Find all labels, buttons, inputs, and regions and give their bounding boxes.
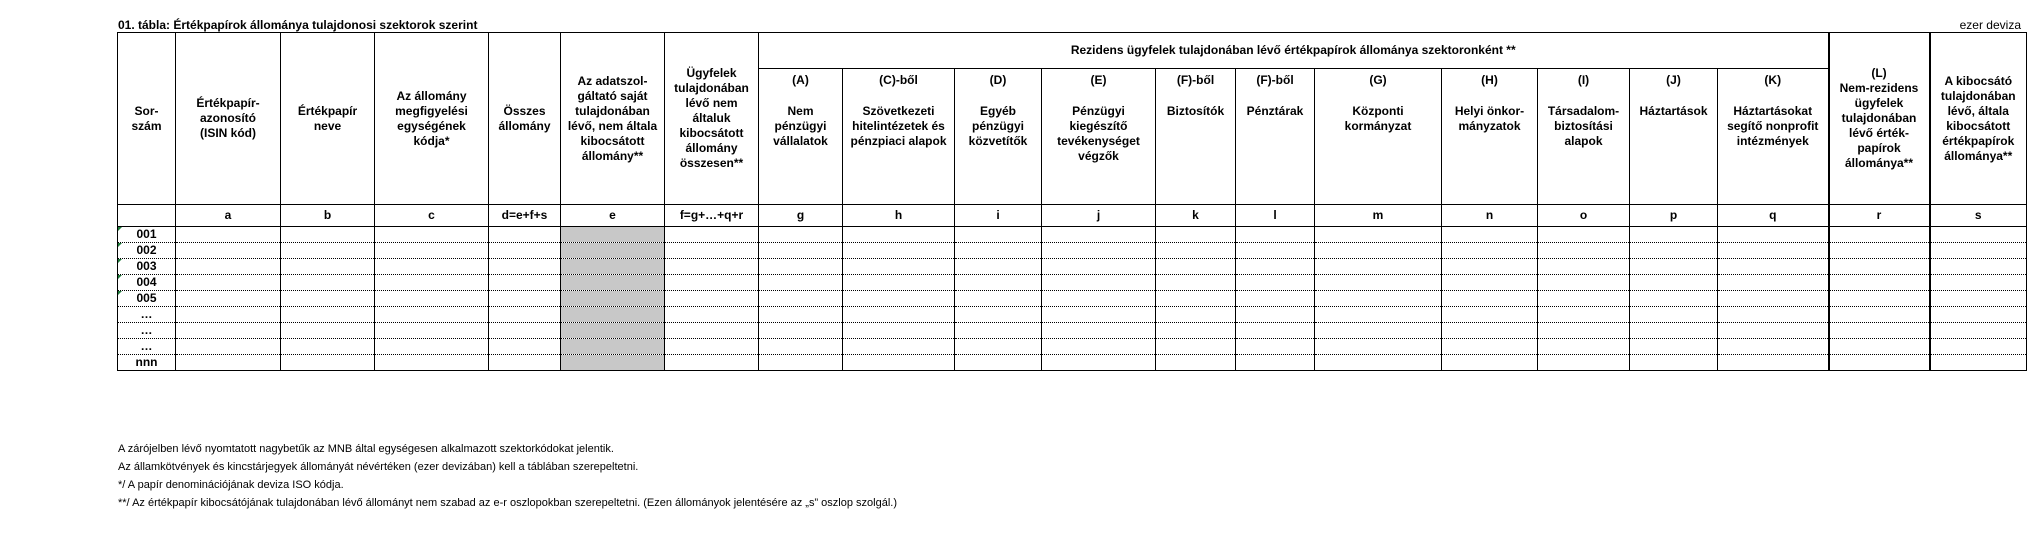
- header-sector-2: [955, 69, 1042, 205]
- table-cell[interactable]: [759, 243, 843, 259]
- table-cell[interactable]: [1042, 323, 1156, 339]
- table-cell[interactable]: [1829, 291, 1930, 307]
- table-cell[interactable]: [1042, 339, 1156, 355]
- table-cell[interactable]: [1442, 355, 1538, 371]
- table-cell[interactable]: [1442, 307, 1538, 323]
- table-cell[interactable]: [1718, 323, 1829, 339]
- table-cell[interactable]: [281, 323, 375, 339]
- column-letter: p: [1630, 205, 1718, 227]
- table-cell[interactable]: [1442, 291, 1538, 307]
- table-cell[interactable]: [1630, 243, 1718, 259]
- table-cell[interactable]: [759, 307, 843, 323]
- table-cell[interactable]: [375, 339, 489, 355]
- table-cell[interactable]: [1236, 243, 1315, 259]
- table-cell[interactable]: [1236, 259, 1315, 275]
- comment-flag-icon: [118, 227, 124, 233]
- table-row: [118, 243, 2027, 259]
- table-cell[interactable]: [176, 291, 281, 307]
- table-cell[interactable]: [281, 355, 375, 371]
- table-cell[interactable]: [1236, 227, 1315, 243]
- header-isin: Értékpapír- azonosító (ISIN kód): [176, 33, 281, 205]
- table-cell[interactable]: [281, 307, 375, 323]
- table-cell[interactable]: [1829, 339, 1930, 355]
- table-cell[interactable]: [1315, 243, 1442, 259]
- table-cell[interactable]: [665, 227, 759, 243]
- table-cell[interactable]: [955, 339, 1042, 355]
- column-letter: b: [281, 205, 375, 227]
- header-sector-8: [1538, 69, 1630, 205]
- header-sector-10: [1718, 69, 1829, 205]
- column-letter: f=g+…+q+r: [665, 205, 759, 227]
- table-cell[interactable]: [1930, 339, 2027, 355]
- table-cell[interactable]: [1538, 275, 1630, 291]
- table-cell[interactable]: [375, 275, 489, 291]
- table-cell[interactable]: [176, 307, 281, 323]
- column-letter: a: [176, 205, 281, 227]
- header-name: Értékpapír neve: [281, 33, 375, 205]
- table-cell[interactable]: [665, 355, 759, 371]
- table-cell[interactable]: [489, 291, 561, 307]
- table-cell[interactable]: [1538, 339, 1630, 355]
- table-cell[interactable]: [281, 259, 375, 275]
- table-cell[interactable]: [843, 323, 955, 339]
- sector-code: (F)-ből: [1176, 73, 1215, 87]
- letter-cell-empty: [118, 205, 176, 227]
- sector-code: (E): [1090, 73, 1107, 87]
- table-cell[interactable]: [1718, 307, 1829, 323]
- column-letter: o: [1538, 205, 1630, 227]
- sector-code: (G): [1369, 73, 1387, 87]
- table-cell[interactable]: [665, 275, 759, 291]
- header-sector-0: [759, 69, 843, 205]
- table-cell[interactable]: [489, 323, 561, 339]
- table-row: [118, 307, 2027, 323]
- table-cell[interactable]: [665, 323, 759, 339]
- table-cell[interactable]: [1829, 323, 1930, 339]
- table-cell[interactable]: [1829, 243, 1930, 259]
- column-letter: c: [375, 205, 489, 227]
- sector-label: Társadalom- biztosítási alapok: [1547, 104, 1620, 148]
- table-cell[interactable]: [489, 243, 561, 259]
- table-cell[interactable]: [1538, 291, 1630, 307]
- footnote-line: */ A papír denominációjának deviza ISO kódja.: [118, 479, 344, 491]
- sector-label: Háztartásokat segítő nonprofit intézmények: [1727, 104, 1819, 148]
- table-cell[interactable]: [843, 243, 955, 259]
- table-cell[interactable]: [375, 227, 489, 243]
- table-cell[interactable]: [759, 291, 843, 307]
- table-cell[interactable]: [1930, 243, 2027, 259]
- table-cell[interactable]: [281, 339, 375, 355]
- table-cell[interactable]: [1315, 339, 1442, 355]
- table-cell[interactable]: [955, 243, 1042, 259]
- sector-label: Egyéb pénzügyi közvetítők: [968, 104, 1028, 148]
- table-cell[interactable]: [843, 307, 955, 323]
- table-cell[interactable]: [1718, 275, 1829, 291]
- table-cell[interactable]: [375, 291, 489, 307]
- header-obs-code: Az állomány megfigyelési egységének kódja*: [375, 33, 489, 205]
- table-cell[interactable]: [1042, 227, 1156, 243]
- table-cell[interactable]: [1630, 323, 1718, 339]
- column-letter: j: [1042, 205, 1156, 227]
- table-cell[interactable]: [1930, 323, 2027, 339]
- table-cell[interactable]: [1829, 275, 1930, 291]
- unit-label: ezer deviza: [1959, 18, 2021, 32]
- footnote-line: A zárójelben lévő nyomtatott nagybetűk az MNB által egységesen alkalmazott szektorkódokat jelentik.: [118, 443, 614, 455]
- table-cell[interactable]: [1156, 323, 1236, 339]
- table-cell[interactable]: [176, 227, 281, 243]
- table-cell[interactable]: [561, 339, 665, 355]
- table-row: [118, 291, 2027, 307]
- sector-code: (C)-ből: [879, 73, 918, 87]
- header-issuer: A kibocsátó tulajdonában lévő, általa kibocsátott értékpapírok állománya**: [1930, 33, 2027, 205]
- table-cell[interactable]: [1042, 243, 1156, 259]
- table-cell[interactable]: [1829, 355, 1930, 371]
- header-sector-5: [1236, 69, 1315, 205]
- table-cell[interactable]: [1829, 259, 1930, 275]
- column-letter: s: [1930, 205, 2027, 227]
- comment-flag-icon: [118, 291, 124, 297]
- table-cell[interactable]: [665, 243, 759, 259]
- row-number: 005: [118, 291, 176, 307]
- table-cell[interactable]: [1315, 259, 1442, 275]
- table-cell[interactable]: [665, 307, 759, 323]
- column-letter: e: [561, 205, 665, 227]
- table-cell[interactable]: [759, 227, 843, 243]
- table-cell[interactable]: [843, 291, 955, 307]
- table-cell[interactable]: [1236, 355, 1315, 371]
- header-sector-6: [1315, 69, 1442, 205]
- sector-code: (H): [1481, 73, 1498, 87]
- table-cell[interactable]: [561, 291, 665, 307]
- header-own: Az adatszol- gáltató saját tulajdonában lévő, nem általa kibocsátott állomány**: [561, 33, 665, 205]
- sector-label: Helyi önkor- mányzatok: [1454, 104, 1525, 133]
- table-cell[interactable]: [1630, 355, 1718, 371]
- table-cell[interactable]: [561, 243, 665, 259]
- table-cell[interactable]: [1538, 355, 1630, 371]
- table-cell[interactable]: [759, 323, 843, 339]
- column-letter: i: [955, 205, 1042, 227]
- table-cell[interactable]: [176, 243, 281, 259]
- table-cell[interactable]: [489, 259, 561, 275]
- sector-code: (D): [989, 73, 1007, 87]
- table-title: 01. tábla: Értékpapírok állománya tulajdonosi szektorok szerint: [118, 18, 478, 32]
- table-cell[interactable]: [176, 259, 281, 275]
- sector-code: (K): [1764, 73, 1782, 87]
- row-number: …: [118, 323, 176, 339]
- table-cell[interactable]: [665, 291, 759, 307]
- table-cell[interactable]: [281, 227, 375, 243]
- table-cell[interactable]: [1930, 275, 2027, 291]
- column-letter: m: [1315, 205, 1442, 227]
- table-cell[interactable]: [759, 355, 843, 371]
- sector-label: Pénzügyi kiegészítő tevékenységet végzők: [1057, 104, 1140, 163]
- table-cell[interactable]: [665, 259, 759, 275]
- table-cell[interactable]: [843, 227, 955, 243]
- table-cell[interactable]: [759, 259, 843, 275]
- table-cell[interactable]: [1630, 339, 1718, 355]
- table-cell[interactable]: [1442, 275, 1538, 291]
- row-number: 003: [118, 259, 176, 275]
- table-cell[interactable]: [759, 275, 843, 291]
- table-row: [118, 355, 2027, 371]
- table-cell[interactable]: [1930, 355, 2027, 371]
- header-sorszam: Sor- szám: [118, 33, 176, 205]
- table-cell[interactable]: [281, 275, 375, 291]
- sector-code: (F)-ből: [1256, 73, 1294, 87]
- header-sector-4: [1156, 69, 1236, 205]
- table-cell[interactable]: [1718, 243, 1829, 259]
- table-cell[interactable]: [281, 291, 375, 307]
- table-cell[interactable]: [955, 307, 1042, 323]
- table-cell[interactable]: [1630, 291, 1718, 307]
- table-cell[interactable]: [176, 275, 281, 291]
- table-cell[interactable]: [561, 323, 665, 339]
- column-letter: g: [759, 205, 843, 227]
- table-cell[interactable]: [1156, 355, 1236, 371]
- column-letter: l: [1236, 205, 1315, 227]
- sector-label: Pénztárak: [1246, 104, 1304, 118]
- table-cell[interactable]: [955, 259, 1042, 275]
- table-cell[interactable]: [1718, 339, 1829, 355]
- table-cell[interactable]: [1042, 355, 1156, 371]
- footnote-line: **/ Az értékpapír kibocsátójának tulajdonában lévő állományt nem szabad az e-r oszlopokban szerepeltetni. (Ezen állományok jelentésére az „s” oszlop szolgál.): [118, 497, 897, 509]
- table-cell[interactable]: [375, 259, 489, 275]
- column-letter: d=e+f+s: [489, 205, 561, 227]
- header-total: Összes állomány: [489, 33, 561, 205]
- sector-label: Háztartások: [1639, 104, 1708, 118]
- table-cell[interactable]: [1538, 323, 1630, 339]
- sector-label: Nem pénzügyi vállalatok: [773, 104, 828, 148]
- table-cell[interactable]: [955, 275, 1042, 291]
- table-cell[interactable]: [1930, 227, 2027, 243]
- table-cell[interactable]: [1442, 259, 1538, 275]
- table-cell[interactable]: [1315, 291, 1442, 307]
- table-row: [118, 339, 2027, 355]
- footnote-line: Az államkötvények és kincstárjegyek állományát névértéken (ezer devizában) kell a táblában szerepeltetni.: [118, 461, 639, 473]
- header-sector-7: [1442, 69, 1538, 205]
- table-cell[interactable]: [1538, 259, 1630, 275]
- table-cell[interactable]: [561, 259, 665, 275]
- data-table: [117, 32, 2027, 371]
- table-row: [118, 323, 2027, 339]
- table-cell[interactable]: [1236, 323, 1315, 339]
- table-cell[interactable]: [1829, 227, 1930, 243]
- table-cell[interactable]: [375, 243, 489, 259]
- table-cell[interactable]: [1236, 307, 1315, 323]
- header-clients: Ügyfelek tulajdonában lévő nem általuk kibocsátott állomány összesen**: [665, 33, 759, 205]
- table-cell[interactable]: [955, 323, 1042, 339]
- table-cell[interactable]: [489, 307, 561, 323]
- table-cell[interactable]: [1156, 259, 1236, 275]
- table-cell[interactable]: [1042, 275, 1156, 291]
- table-cell[interactable]: [1042, 259, 1156, 275]
- column-letter: n: [1442, 205, 1538, 227]
- sector-label: Biztosítók: [1166, 104, 1225, 118]
- table-cell[interactable]: [1236, 339, 1315, 355]
- header-sector-3: [1042, 69, 1156, 205]
- row-number: …: [118, 339, 176, 355]
- column-letter: q: [1718, 205, 1829, 227]
- sector-label: Szövetkezeti hitelintézetek és pénzpiaci alapok: [850, 104, 947, 148]
- table-cell[interactable]: [375, 355, 489, 371]
- row-number: 004: [118, 275, 176, 291]
- table-cell[interactable]: [1442, 227, 1538, 243]
- table-cell[interactable]: [1156, 275, 1236, 291]
- table-cell[interactable]: [1829, 307, 1930, 323]
- table-cell[interactable]: [1315, 307, 1442, 323]
- table-cell[interactable]: [561, 227, 665, 243]
- table-cell[interactable]: [1156, 339, 1236, 355]
- header-sector-1: [843, 69, 955, 205]
- sector-code: (A): [792, 73, 809, 87]
- header-nonresident: (L) Nem-rezidens ügyfelek tulajdonában lévő érték- papírok állománya**: [1829, 33, 1930, 205]
- table-cell[interactable]: [489, 275, 561, 291]
- table-cell[interactable]: [1042, 307, 1156, 323]
- table-cell[interactable]: [843, 339, 955, 355]
- table-cell[interactable]: [1718, 259, 1829, 275]
- column-letter: k: [1156, 205, 1236, 227]
- footnotes: [118, 440, 897, 512]
- table-cell[interactable]: [489, 227, 561, 243]
- table-cell[interactable]: [1236, 291, 1315, 307]
- table-cell[interactable]: [1315, 275, 1442, 291]
- table-cell[interactable]: [1630, 259, 1718, 275]
- comment-flag-icon: [118, 243, 124, 249]
- table-cell[interactable]: [1442, 339, 1538, 355]
- table-cell[interactable]: [1538, 243, 1630, 259]
- comment-flag-icon: [118, 259, 124, 265]
- table-cell[interactable]: [955, 291, 1042, 307]
- sector-label: Központi kormányzat: [1344, 104, 1412, 133]
- table-cell[interactable]: [1315, 227, 1442, 243]
- table-cell[interactable]: [489, 339, 561, 355]
- row-number: nnn: [118, 355, 176, 371]
- column-letter: h: [843, 205, 955, 227]
- table-cell[interactable]: [1042, 291, 1156, 307]
- table-row: [118, 259, 2027, 275]
- table-cell[interactable]: [1538, 307, 1630, 323]
- table-cell[interactable]: [1156, 291, 1236, 307]
- table-cell[interactable]: [1156, 227, 1236, 243]
- table-cell[interactable]: [1538, 227, 1630, 243]
- table-cell[interactable]: [1315, 355, 1442, 371]
- table-cell[interactable]: [1930, 307, 2027, 323]
- table-cell[interactable]: [1930, 291, 2027, 307]
- table-cell[interactable]: [176, 339, 281, 355]
- table-row: [118, 275, 2027, 291]
- table-cell[interactable]: [1630, 307, 1718, 323]
- table-cell[interactable]: [176, 355, 281, 371]
- table-cell[interactable]: [759, 339, 843, 355]
- table-cell[interactable]: [1442, 243, 1538, 259]
- table-cell[interactable]: [843, 355, 955, 371]
- table-cell[interactable]: [1315, 323, 1442, 339]
- table-cell[interactable]: [665, 339, 759, 355]
- table-row: [118, 227, 2027, 243]
- header-sector-9: [1630, 69, 1718, 205]
- table-cell[interactable]: [1930, 259, 2027, 275]
- comment-flag-icon: [118, 275, 124, 281]
- table-cell[interactable]: [955, 355, 1042, 371]
- table-cell[interactable]: [1236, 275, 1315, 291]
- table-cell[interactable]: [1630, 275, 1718, 291]
- table-cell[interactable]: [843, 259, 955, 275]
- table-cell[interactable]: [561, 307, 665, 323]
- row-number: 001: [118, 227, 176, 243]
- table-cell[interactable]: [489, 355, 561, 371]
- table-cell[interactable]: [1718, 227, 1829, 243]
- sector-code: (J): [1666, 73, 1681, 87]
- table-cell[interactable]: [176, 323, 281, 339]
- column-letter: r: [1829, 205, 1930, 227]
- table-cell[interactable]: [1156, 307, 1236, 323]
- table-cell[interactable]: [1156, 243, 1236, 259]
- table-cell[interactable]: [375, 323, 489, 339]
- table-cell[interactable]: [955, 227, 1042, 243]
- header-resident-group: Rezidens ügyfelek tulajdonában lévő értékpapírok állománya szektoronként **: [759, 33, 1829, 69]
- row-number: 002: [118, 243, 176, 259]
- table-cell[interactable]: [561, 355, 665, 371]
- table-cell[interactable]: [375, 307, 489, 323]
- table-cell[interactable]: [843, 275, 955, 291]
- row-number: …: [118, 307, 176, 323]
- table-cell[interactable]: [561, 275, 665, 291]
- sector-code: (I): [1577, 73, 1590, 87]
- table-cell[interactable]: [1630, 227, 1718, 243]
- table-cell[interactable]: [1718, 355, 1829, 371]
- table-cell[interactable]: [1718, 291, 1829, 307]
- table-cell[interactable]: [1442, 323, 1538, 339]
- table-cell[interactable]: [281, 243, 375, 259]
